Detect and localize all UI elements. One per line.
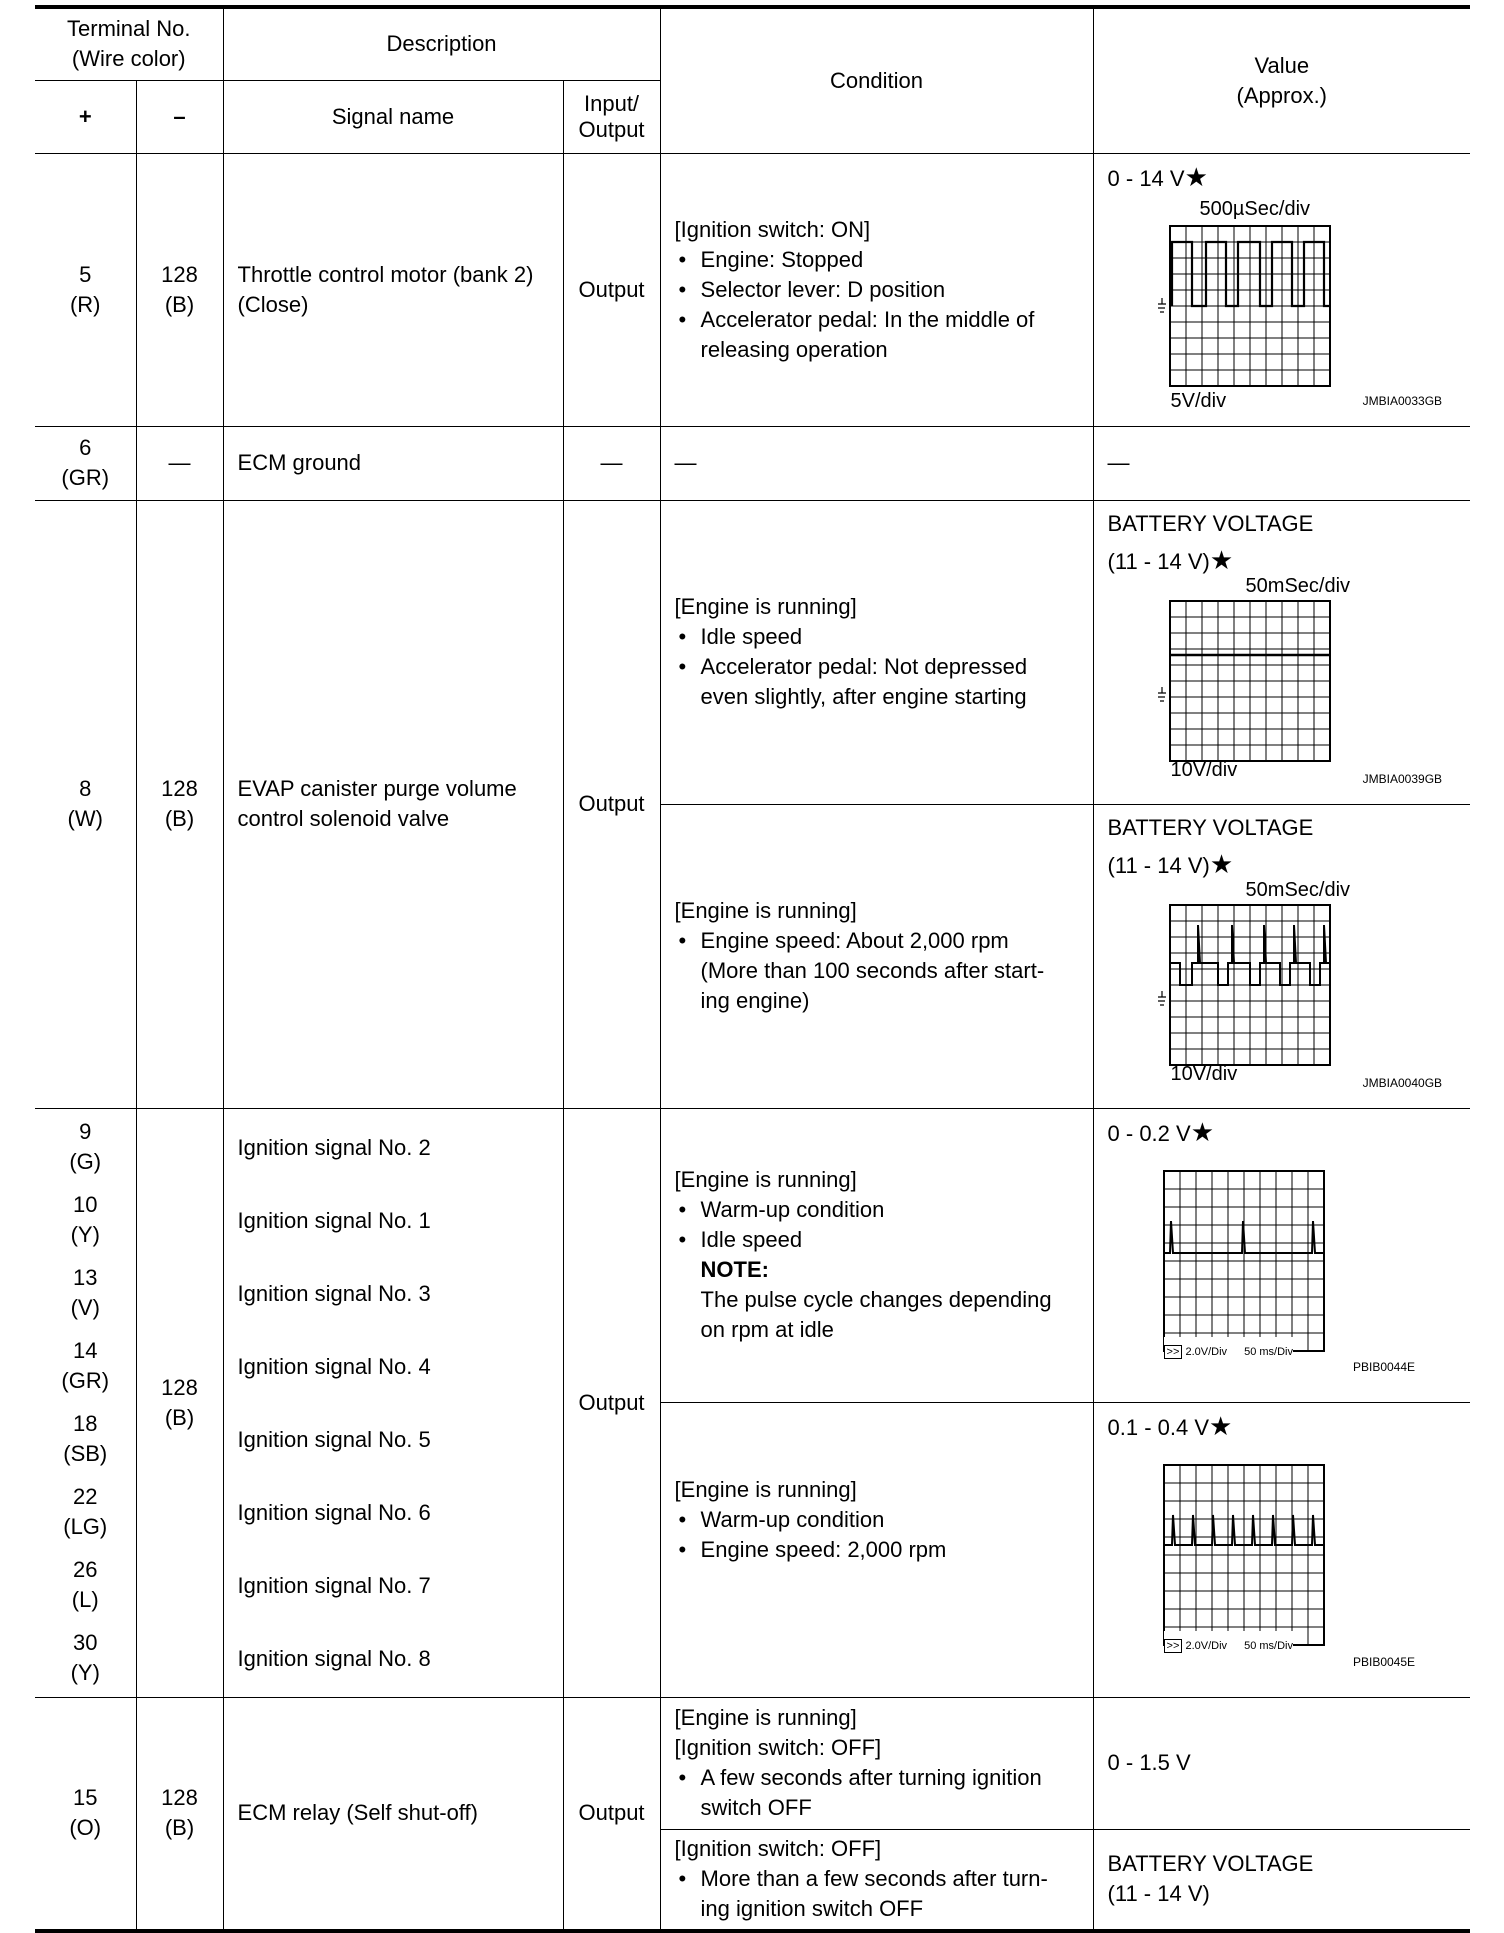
value-range: (11 - 14 V) [1107,852,1210,878]
figure-code: PBIB0044E [1352,1360,1416,1374]
value-text: BATTERY VOLTAGE [1107,814,1314,840]
value-cell: 0 - 1.5 V [1093,1697,1470,1829]
signal-name-list [223,1108,563,1697]
signal-name: Ignition signal No. 7 [237,1572,431,1598]
oscilloscope-waveform [1150,198,1350,418]
plus-terminal: 5 (R) [35,153,136,426]
signal-name: Throttle control motor (bank 2) (Close) [223,153,563,426]
volt-scale: 5V/div [1170,389,1227,412]
io-value: Output [563,1697,660,1931]
io-value: Output [563,500,660,1108]
minus-terminal: — [136,426,223,500]
condition: [Engine is running] • Engine speed: About 2,000 rpm (More than 100 seconds after start- ing engine) [660,804,1093,1108]
table-row [35,153,1470,426]
value-cell: BATTERY VOLTAGE (11 - 14 V) [1093,1829,1470,1931]
minus-terminal: 128 (B) [136,1697,223,1931]
signal-name: Ignition signal No. 4 [237,1353,431,1379]
signal-name: Ignition signal No. 3 [237,1280,431,1306]
io-value: — [563,426,660,500]
signal-name: Ignition signal No. 2 [237,1134,431,1160]
minus-terminal: 128 (B) [136,1108,223,1697]
signal-name-header: Signal name [223,80,563,153]
oscilloscope-waveform [1150,574,1351,781]
scope-scale-label: >> 2.0V/Div 50 ms/Div [1164,1337,1293,1367]
io-value: Output [563,1108,660,1697]
signal-name: ECM relay (Self shut-off) [223,1697,563,1931]
condition: [Engine is running] • Warm-up condition • Idle speed NOTE: The pulse cycle changes depending on rpm at idle [660,1108,1093,1403]
io-header: Input/ Output [563,80,660,153]
table-row [35,1108,1470,1403]
signal-name: Ignition signal No. 1 [237,1207,431,1233]
signal-name: Ignition signal No. 5 [237,1426,431,1452]
figure-code: PBIB0045E [1352,1654,1416,1669]
minus-header: – [136,80,223,153]
star-icon: ★ [1209,1411,1233,1441]
plus-header: + [35,80,136,153]
volt-scale: 10V/div [1170,1062,1238,1085]
signal-name: Ignition signal No. 8 [237,1645,431,1671]
plus-terminal: 15 (O) [35,1697,136,1931]
condition-header: Condition [660,7,1093,153]
oscilloscope-waveform [1162,1169,1332,1369]
minus-terminal: 128 (B) [136,500,223,1108]
value-cell [1093,500,1470,804]
signal-name: Ignition signal No. 6 [237,1499,431,1525]
condition: [Ignition switch: ON] • Engine: Stopped • Selector lever: D position • Accelerator pedal: In the middle of releasing operation [660,153,1093,426]
plus-terminal: 26 (L) [71,1557,99,1612]
plus-terminal: 13 (V) [70,1265,100,1320]
value-cell [1093,1403,1470,1698]
value-range: (11 - 14 V) [1107,548,1210,574]
signal-name: ECM ground [223,426,563,500]
plus-terminal: 8 (W) [35,500,136,1108]
time-scale: 500µSec/div [1199,197,1311,220]
figure-code: JMBIA0040GB [1362,1075,1443,1090]
table-row [35,500,1470,804]
time-scale: 50mSec/div [1245,878,1351,901]
value-text: 0 - 14 V [1107,165,1185,191]
plus-terminal: 22 (LG) [63,1484,108,1539]
plus-terminal: 10 (Y) [70,1192,100,1247]
condition: [Engine is running] • Idle speed • Accelerator pedal: Not depressed even slightly, after engine starting [660,500,1093,804]
table-row [35,1697,1470,1829]
time-scale: 50mSec/div [1245,574,1351,597]
terminal-header: Terminal No. (Wire color) [35,7,223,80]
star-icon: ★ [1209,848,1234,879]
value-header: Value (Approx.) [1093,7,1470,153]
minus-terminal: 128 (B) [136,153,223,426]
value-cell [1093,1108,1470,1403]
plus-terminal: 9 (G) [69,1119,102,1174]
star-icon: ★ [1190,1116,1214,1147]
value-cell: — [1093,426,1470,500]
value-cell [1093,804,1470,1108]
condition: [Engine is running] • Warm-up condition • Engine speed: 2,000 rpm [660,1403,1093,1698]
ecm-terminal-table [35,5,1470,1933]
volt-scale: 10V/div [1170,758,1238,781]
plus-terminal: 6 (GR) [35,426,136,500]
plus-terminal: 30 (Y) [70,1630,100,1685]
figure-code: JMBIA0039GB [1362,771,1443,786]
table-row [35,426,1470,500]
figure-code: JMBIA0033GB [1362,393,1443,408]
io-value: Output [563,153,660,426]
plus-terminal-list [35,1108,136,1697]
oscilloscope-waveform [1162,1463,1332,1663]
value-text: 0.1 - 0.4 V [1107,1415,1210,1440]
signal-name: EVAP canister purge volume control solenoid valve [223,500,563,1108]
description-header: Description [223,7,660,80]
value-text: BATTERY VOLTAGE [1107,510,1314,536]
plus-terminal: 18 (SB) [63,1411,108,1466]
condition: [Engine is running] [Ignition switch: OFF] • A few seconds after turning ignition switch OFF [660,1697,1093,1829]
scope-scale-label: >> 2.0V/Div 50 ms/Div [1164,1631,1293,1661]
oscilloscope-waveform [1150,878,1351,1085]
value-cell [1093,153,1470,426]
condition: [Ignition switch: OFF] • More than a few seconds after turn- ing ignition switch OFF [660,1829,1093,1931]
star-icon: ★ [1209,544,1234,575]
star-icon: ★ [1184,161,1208,192]
value-text: 0 - 0.2 V [1107,1120,1191,1146]
condition: — [660,426,1093,500]
plus-terminal: 14 (GR) [61,1338,110,1393]
